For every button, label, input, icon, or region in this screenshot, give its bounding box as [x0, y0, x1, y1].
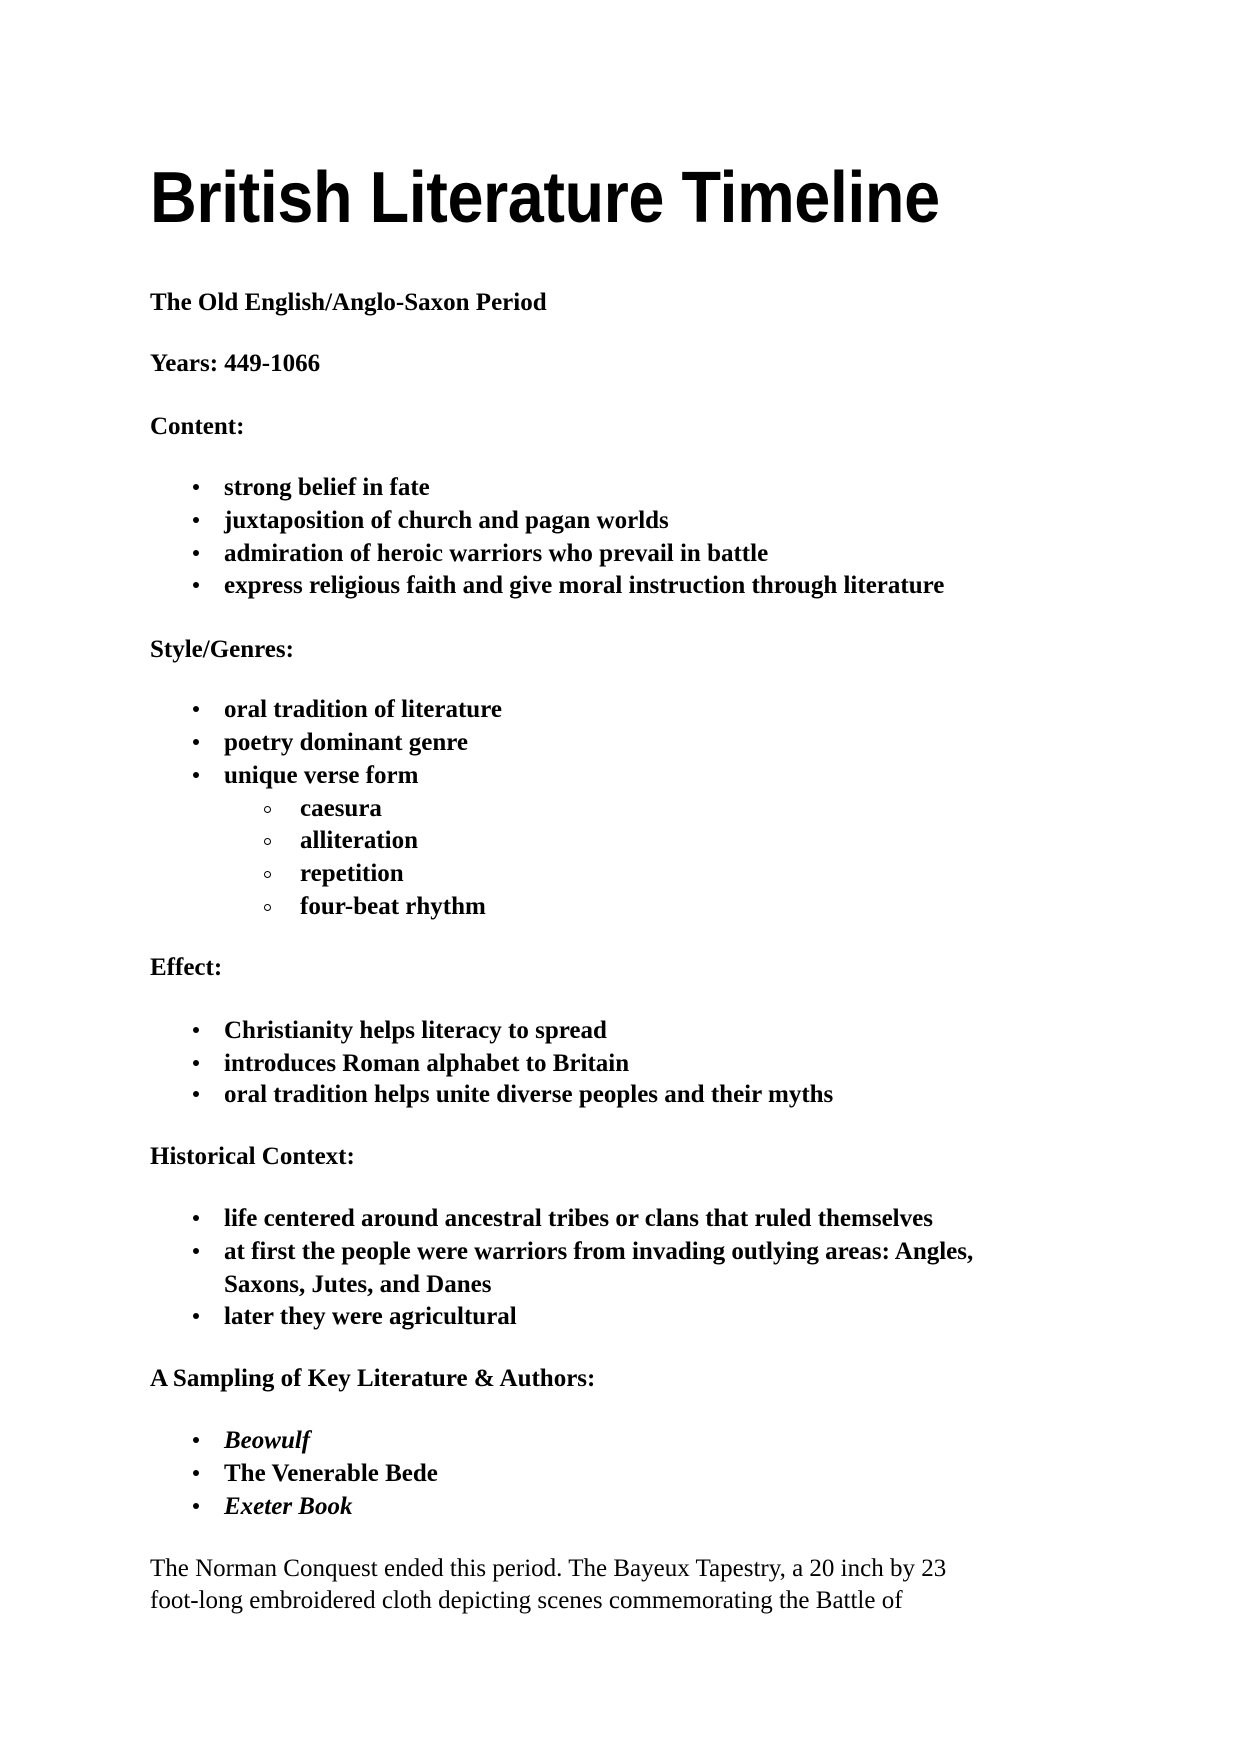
list-item: poetry dominant genre: [224, 729, 468, 756]
bullet-icon: [193, 1091, 199, 1097]
sampling-heading: A Sampling of Key Literature & Authors:: [150, 1365, 596, 1392]
bullet-icon: [193, 550, 199, 556]
list-item: express religious faith and give moral instruction through literature: [224, 572, 945, 599]
bullet-icon: [193, 1215, 199, 1221]
context-heading: Historical Context:: [150, 1143, 355, 1170]
bullet-icon: [193, 706, 199, 712]
bullet-icon: [193, 1470, 199, 1476]
list-item: oral tradition of literature: [224, 696, 502, 723]
period-heading: The Old English/Anglo-Saxon Period: [150, 289, 547, 316]
list-item: Christianity helps literacy to spread: [224, 1017, 607, 1044]
list-item: Beowulf: [224, 1427, 311, 1454]
bullet-icon: [193, 1437, 199, 1443]
list-item: strong belief in fate: [224, 474, 430, 501]
circle-bullet-icon: [264, 871, 271, 878]
list-item: Exeter Book: [224, 1493, 353, 1520]
sub-list-item: repetition: [300, 860, 404, 887]
bullet-icon: [193, 1248, 199, 1254]
list-item: juxtaposition of church and pagan worlds: [224, 507, 669, 534]
list-item: life centered around ancestral tribes or clans that ruled themselves: [224, 1205, 933, 1232]
bullet-icon: [193, 517, 199, 523]
list-item: introduces Roman alphabet to Britain: [224, 1050, 630, 1077]
page-title: British Literature Timeline: [150, 158, 940, 238]
bullet-icon: [193, 1503, 199, 1509]
bullet-icon: [193, 739, 199, 745]
circle-bullet-icon: [264, 838, 271, 845]
sub-list-item: alliteration: [300, 827, 419, 854]
content-heading: Content:: [150, 413, 245, 440]
effect-heading: Effect:: [150, 954, 223, 981]
sub-list-item: caesura: [300, 795, 382, 822]
bullet-icon: [193, 582, 199, 588]
bullet-icon: [193, 1313, 199, 1319]
bullet-icon: [193, 772, 199, 778]
list-item: later they were agricultural: [224, 1303, 517, 1330]
paragraph-line: The Norman Conquest ended this period. The Bayeux Tapestry, a 20 inch by 23: [150, 1555, 947, 1582]
years-heading: Years: 449-1066: [150, 350, 321, 377]
bullet-icon: [193, 1027, 199, 1033]
bullet-icon: [193, 1060, 199, 1066]
list-item-continuation: Saxons, Jutes, and Danes: [224, 1271, 492, 1298]
list-item: oral tradition helps unite diverse peoples and their myths: [224, 1081, 834, 1108]
bullet-icon: [193, 484, 199, 490]
circle-bullet-icon: [264, 904, 271, 911]
paragraph-line: foot-long embroidered cloth depicting scenes commemorating the Battle of: [150, 1587, 903, 1614]
list-item: admiration of heroic warriors who prevail in battle: [224, 540, 769, 567]
circle-bullet-icon: [264, 806, 271, 813]
list-item: unique verse form: [224, 762, 419, 789]
list-item: at first the people were warriors from invading outlying areas: Angles,: [224, 1238, 974, 1265]
sub-list-item: four-beat rhythm: [300, 893, 486, 920]
style-heading: Style/Genres:: [150, 636, 294, 663]
list-item: The Venerable Bede: [224, 1460, 438, 1487]
